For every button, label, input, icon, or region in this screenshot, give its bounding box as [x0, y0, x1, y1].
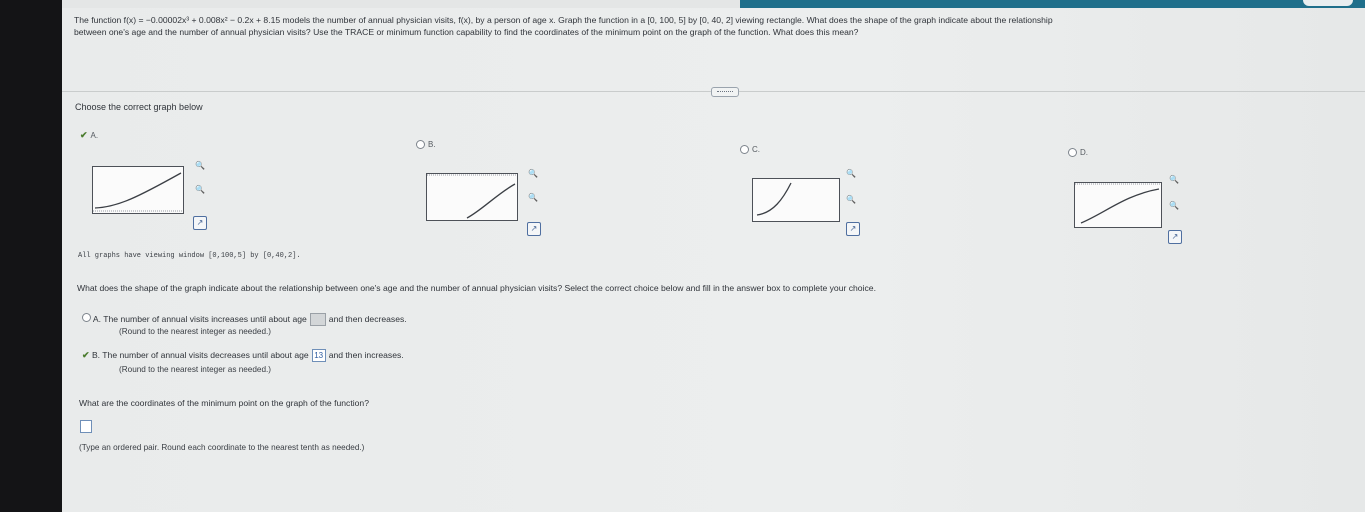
zoom-out-icon: 🔍: [1169, 201, 1179, 210]
graph-prompt: Choose the correct graph below: [75, 102, 203, 112]
graph-a-zoom-in-button[interactable]: [194, 160, 206, 172]
graph-c[interactable]: [752, 178, 840, 222]
device-bezel: [0, 0, 62, 512]
shape-option-a[interactable]: [82, 313, 407, 326]
zoom-in-icon: 🔍: [195, 161, 205, 170]
graph-d-zoom-in-button[interactable]: [1168, 174, 1180, 186]
graph-c-curve: [753, 179, 839, 221]
graph-choice-a[interactable]: [80, 130, 98, 141]
graph-d-curve: [1075, 183, 1161, 227]
graph-choice-b-radio[interactable]: [416, 140, 425, 149]
graph-d-popout-button[interactable]: [1168, 230, 1182, 244]
checkmark-icon: ✔: [80, 130, 88, 140]
shape-option-b-text-after: and then increases.: [328, 349, 404, 360]
shape-option-a-label: A.: [92, 314, 102, 324]
zoom-in-icon: 🔍: [1169, 175, 1179, 184]
viewing-window-note: All graphs have viewing window [0,100,5] by [0,40,2].: [78, 252, 301, 260]
graph-choice-c[interactable]: [740, 145, 760, 154]
shape-option-a-answer-box[interactable]: [310, 313, 326, 326]
graph-choice-a-label: A.: [90, 131, 99, 140]
graph-a-curve: [93, 167, 183, 213]
graph-d-zoom-out-button[interactable]: [1168, 200, 1180, 212]
more-button[interactable]: [711, 87, 739, 97]
question-screen: [62, 8, 1365, 512]
shape-option-b-text: The number of annual visits decreases until about age: [102, 349, 309, 360]
shape-option-b-hint: (Round to the nearest integer as needed.): [119, 365, 272, 374]
more-icon: [717, 91, 733, 93]
graph-c-zoom-in-button[interactable]: [845, 168, 857, 180]
graph-a[interactable]: [92, 166, 184, 214]
shape-option-b-answer-box[interactable]: 13: [312, 349, 326, 362]
question-text: [74, 14, 1354, 38]
graph-choice-c-radio[interactable]: [740, 145, 749, 154]
graph-c-zoom-out-button[interactable]: [845, 194, 857, 206]
shape-question-prompt: What does the shape of the graph indicate about the relationship between one's age and the number of annual physician visits? Select the correct choice below and fill in the answer box to complete your choice.: [77, 283, 876, 293]
graph-choice-b-label: B.: [428, 140, 436, 149]
graph-choice-b[interactable]: [416, 140, 436, 149]
popout-icon: ↗: [196, 218, 204, 227]
popout-icon: ↗: [530, 224, 538, 233]
graph-choice-d-label: D.: [1080, 148, 1088, 157]
shape-option-a-radio[interactable]: [82, 313, 91, 322]
graph-choice-d-radio[interactable]: [1068, 148, 1077, 157]
zoom-out-icon: 🔍: [528, 193, 538, 202]
graph-choice-d[interactable]: [1068, 148, 1088, 157]
graph-choice-c-label: C.: [752, 145, 760, 154]
graph-b-popout-button[interactable]: [527, 222, 541, 236]
minimum-question-hint: (Type an ordered pair. Round each coordinate to the nearest tenth as needed.): [79, 443, 365, 452]
top-banner-pill: [1303, 0, 1353, 6]
zoom-in-icon: 🔍: [846, 169, 856, 178]
zoom-out-icon: 🔍: [195, 185, 205, 194]
minimum-point-answer-box[interactable]: [80, 420, 92, 433]
shape-option-a-text: The number of annual visits increases until about age: [103, 314, 307, 324]
graph-b[interactable]: [426, 173, 518, 221]
graph-b-zoom-in-button[interactable]: [527, 168, 539, 180]
minimum-question-prompt: What are the coordinates of the minimum point on the graph of the function?: [79, 398, 369, 408]
question-line-1: The function f(x) = −0.00002x³ + 0.008x² − 0.2x + 8.15 models the number of annual physician visits, f(x), by a person of age x. Graph the function in a [0, 100, 5] by [0, 40, 2] viewing rectangle. What does the shape of the graph indicate about the relationship: [74, 15, 1053, 25]
shape-option-b-label: B.: [91, 349, 101, 360]
shape-option-a-text-after: and then decreases.: [328, 314, 407, 324]
zoom-out-icon: 🔍: [846, 195, 856, 204]
shape-option-b[interactable]: [82, 349, 404, 362]
graph-a-popout-button[interactable]: [193, 216, 207, 230]
shape-option-a-hint: (Round to the nearest integer as needed.): [119, 327, 272, 336]
graph-d[interactable]: [1074, 182, 1162, 228]
graph-b-curve: [427, 174, 517, 220]
zoom-in-icon: 🔍: [528, 169, 538, 178]
graph-b-zoom-out-button[interactable]: [527, 192, 539, 204]
popout-icon: ↗: [849, 224, 857, 233]
graph-a-zoom-out-button[interactable]: [194, 184, 206, 196]
popout-icon: ↗: [1171, 232, 1179, 241]
graph-c-popout-button[interactable]: [846, 222, 860, 236]
checkmark-icon: ✔: [82, 349, 90, 360]
question-line-2: between one's age and the number of annual physician visits? Use the TRACE or minimum function capability to find the coordinates of the minimum point on the graph of the function. What does this mean?: [74, 27, 859, 37]
